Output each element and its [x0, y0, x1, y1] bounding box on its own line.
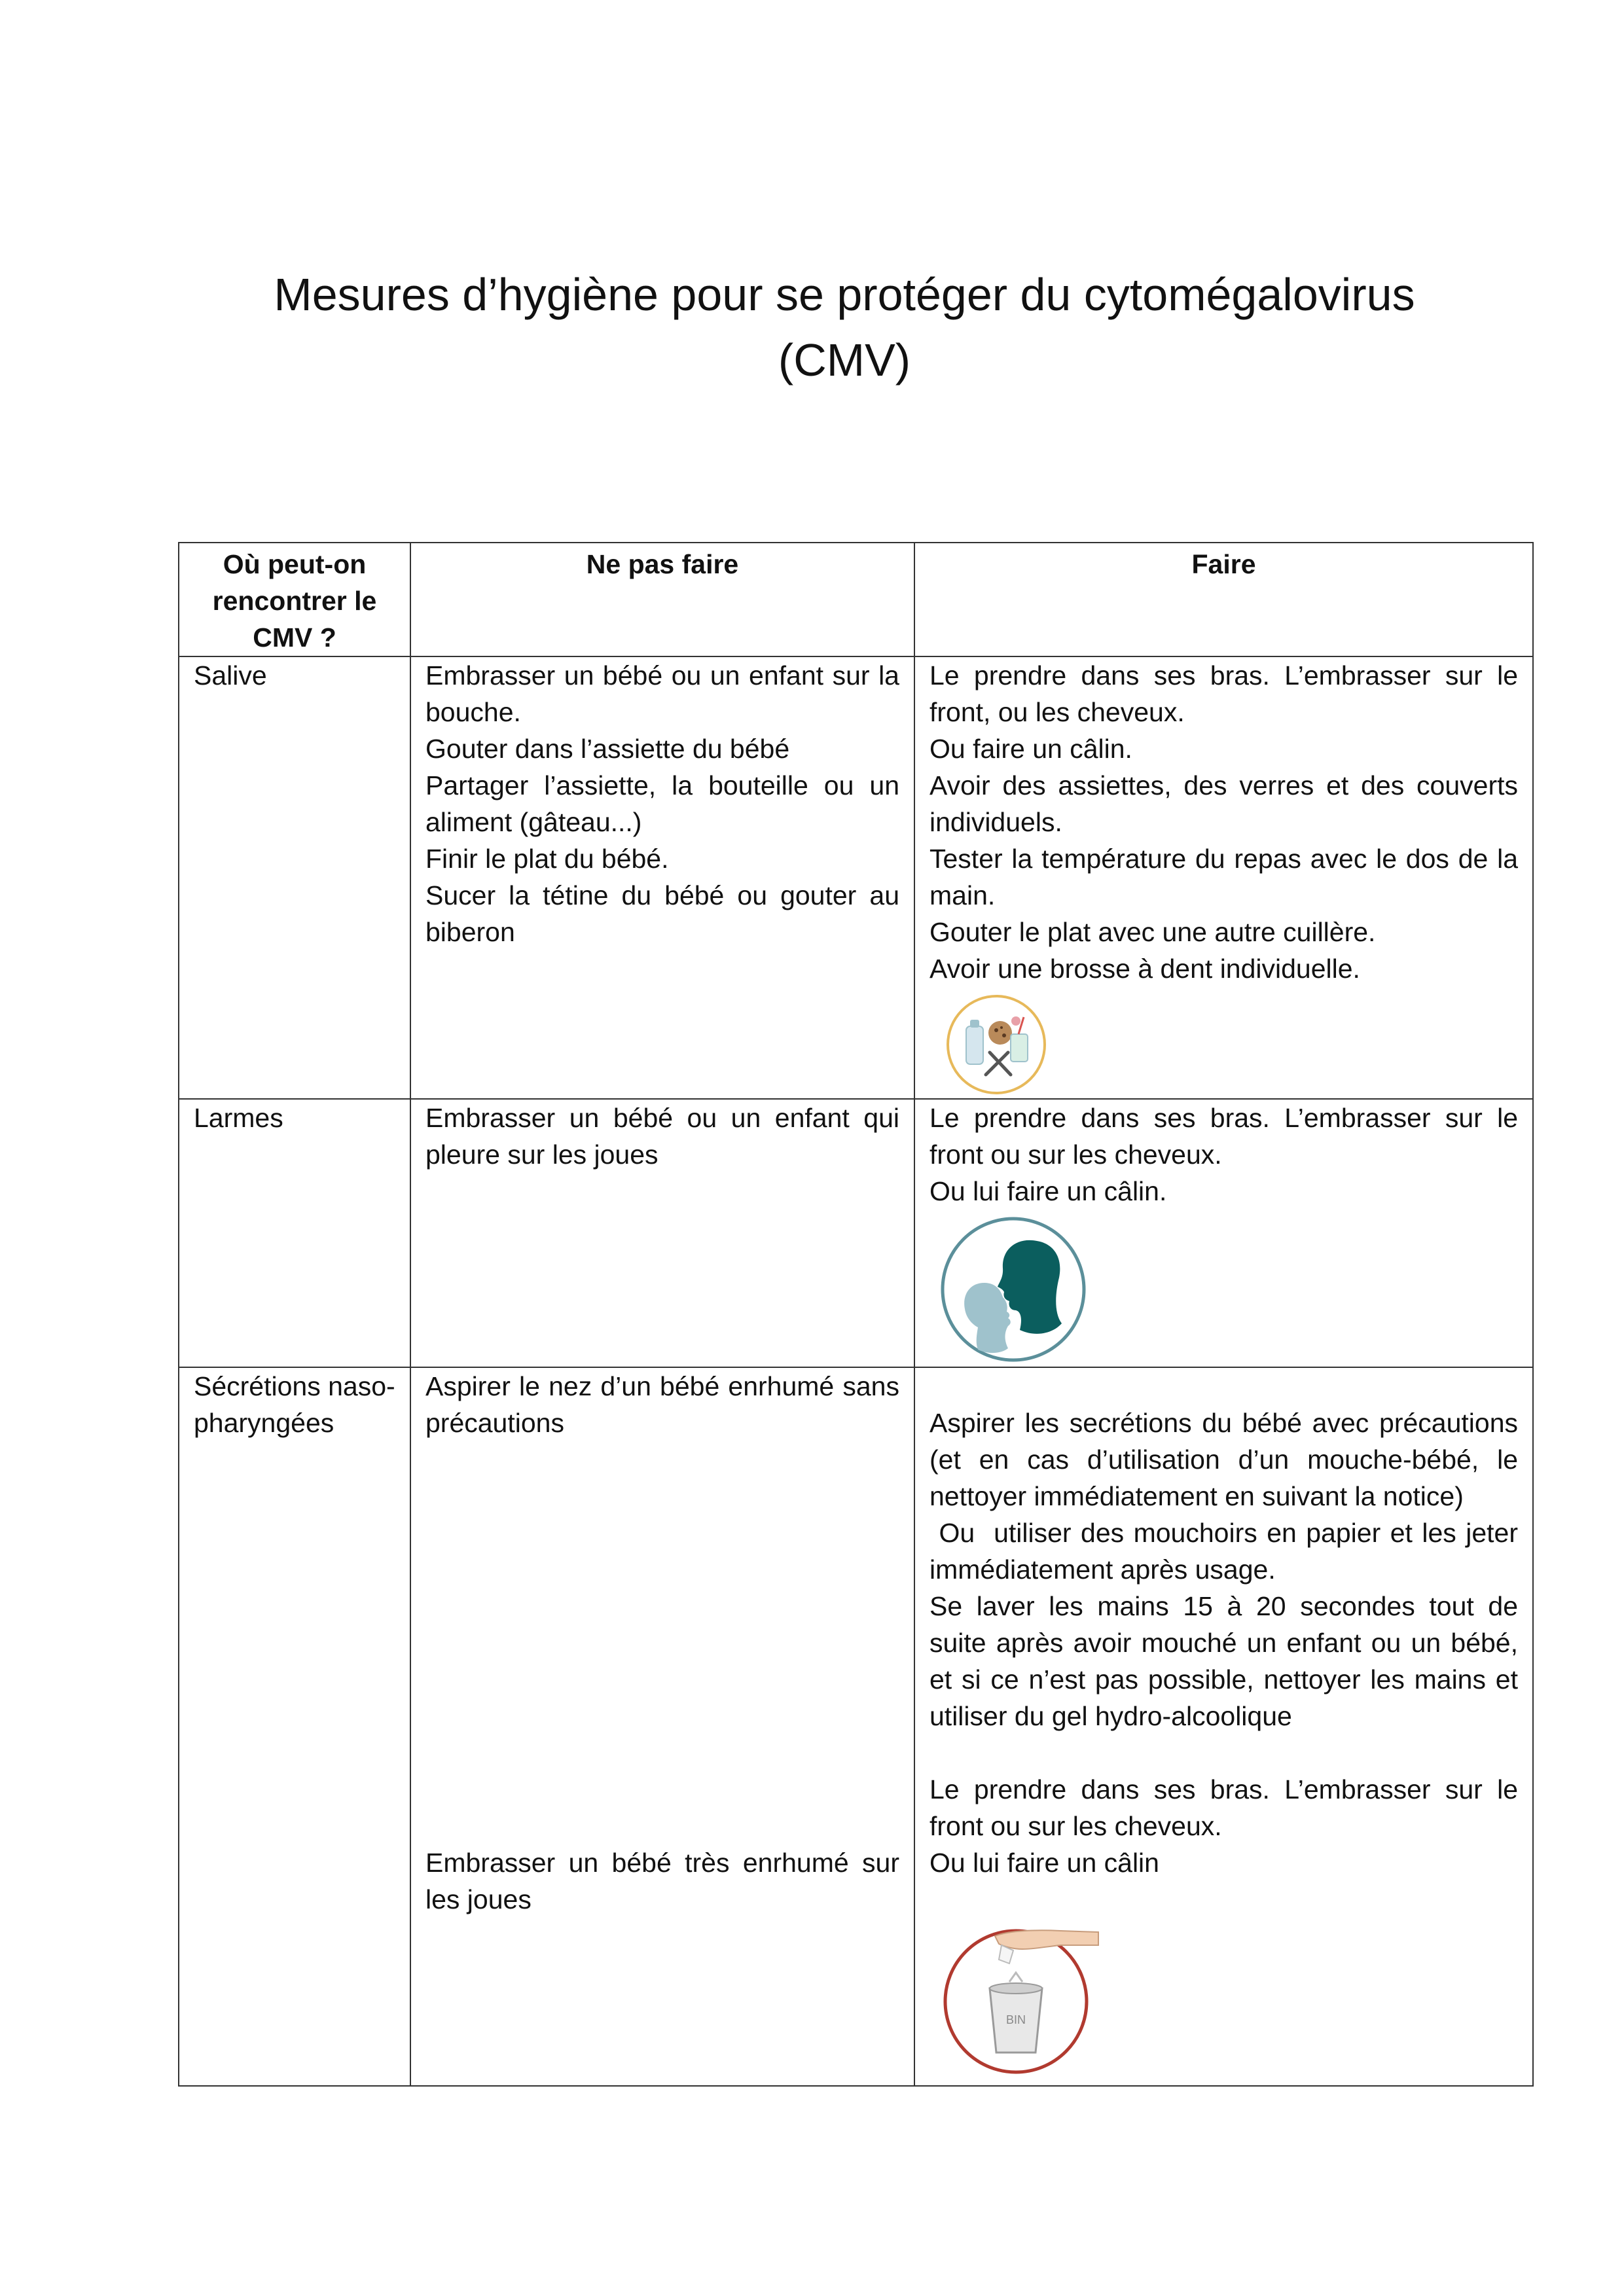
do-item: Le prendre dans ses bras. L’embrasser sur le front ou sur les cheveux.: [929, 1103, 1518, 1170]
header-dont: Ne pas faire: [410, 543, 914, 656]
dont-item: Gouter dans l’assiette du bébé: [425, 734, 790, 764]
location-label: Larmes: [194, 1103, 283, 1133]
do-item: Gouter le plat avec une autre cuillère.: [929, 917, 1376, 947]
page-title: [196, 262, 1492, 393]
do-item: Aspirer les secrétions du bébé avec précautions (et en cas d’utilisation d’un mouche-bébé, le nettoyer immédiatement en suivant la notice): [929, 1408, 1518, 1511]
do-item: Ou faire un câlin.: [929, 734, 1132, 764]
dont-item: Aspirer le nez d’un bébé enrhumé sans précautions: [425, 1371, 899, 1438]
do-item: Se laver les mains 15 à 20 secondes tout de suite après avoir mouché un enfant ou un bébé, et si ce n’est pas possible, nettoyer les mains et utiliser du gel hydro-alcoolique: [929, 1591, 1518, 1731]
dont-item: Finir le plat du bébé.: [425, 844, 669, 874]
table-header-row: [179, 543, 1533, 656]
do-item: Tester la température du repas avec le dos de la main.: [929, 844, 1518, 910]
table-row: [179, 656, 1533, 1099]
do-item: Avoir une brosse à dent individuelle.: [929, 954, 1360, 984]
dont-item: Embrasser un bébé ou un enfant qui pleure sur les joues: [425, 1103, 899, 1170]
header-location: Où peut-on rencontrer le CMV ?: [179, 543, 410, 656]
do-item: Ou lui faire un câlin: [929, 1848, 1159, 1878]
dont-item: Partager l’assiette, la bouteille ou un aliment (gâteau...): [425, 770, 899, 837]
location-label: Salive: [194, 660, 267, 691]
dont-cell: [410, 1099, 914, 1367]
do-item: Ou lui faire un câlin.: [929, 1176, 1167, 1206]
location-label: Sécrétions naso-pharyngées: [194, 1371, 395, 1438]
dont-cell: [410, 1367, 914, 2086]
do-item: Avoir des assiettes, des verres et des couverts individuels.: [929, 770, 1518, 837]
location-cell: [179, 1099, 410, 1367]
dont-cell: [410, 656, 914, 1099]
dont-item: Embrasser un bébé très enrhumé sur les joues: [425, 1848, 899, 1914]
tableware-icon: [944, 992, 1049, 1097]
header-do: Faire: [914, 543, 1533, 656]
dont-item: Embrasser un bébé ou un enfant sur la bouche.: [425, 660, 899, 727]
table-row: [179, 1367, 1533, 2086]
title-line-1: Mesures d’hygiène pour se protéger du cytomégalovirus: [274, 269, 1415, 320]
location-cell: [179, 1367, 410, 2086]
do-cell: [914, 1099, 1533, 1367]
dont-item: Sucer la tétine du bébé ou gouter au biberon: [425, 880, 899, 947]
mother-child-silhouette-icon: [939, 1215, 1088, 1364]
bin-label: BIN: [1005, 2013, 1026, 2026]
title-line-2: (CMV): [778, 334, 911, 386]
do-cell: [914, 1367, 1533, 2086]
do-cell: [914, 656, 1533, 1099]
tissue-bin-icon: [936, 1916, 1106, 2080]
table-row: [179, 1099, 1533, 1367]
do-item: Le prendre dans ses bras. L’embrasser sur le front, ou les cheveux.: [929, 660, 1518, 727]
do-item: Le prendre dans ses bras. L’embrasser sur le front ou sur les cheveux.: [929, 1774, 1518, 1841]
hygiene-table: [178, 542, 1534, 2087]
location-cell: [179, 656, 410, 1099]
do-item: Ou utiliser des mouchoirs en papier et les jeter immédiatement après usage.: [929, 1518, 1526, 1585]
